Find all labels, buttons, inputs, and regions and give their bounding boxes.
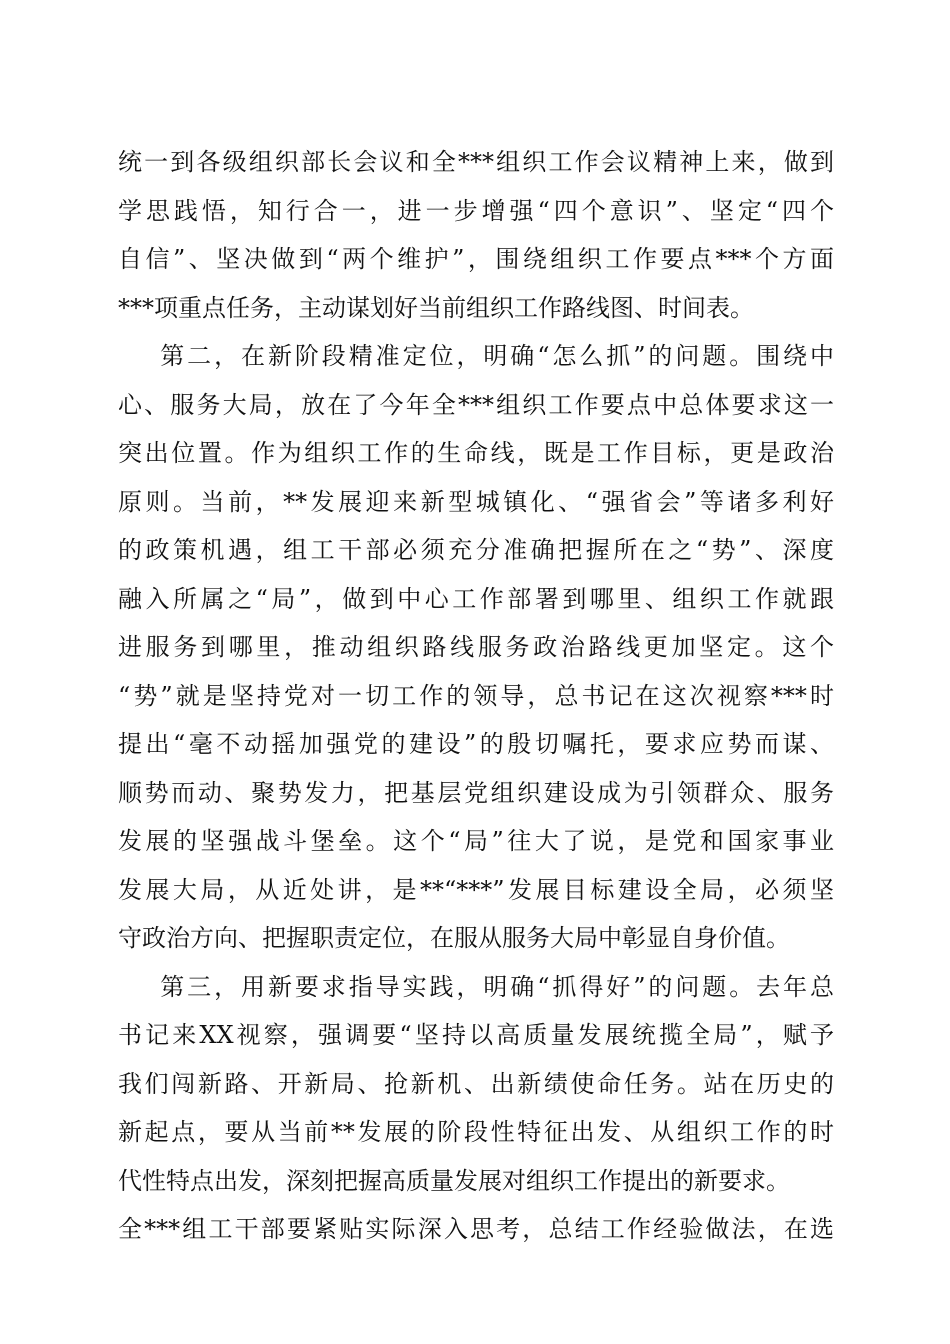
text-line-19: 书记来XX视察，强调要“坚持以高质量发展统揽全局”，赋予	[118, 1021, 834, 1049]
text-line-7: 突出位置。作为组织工作的生命线，既是工作目标，更是政治	[118, 439, 834, 467]
text-line-6: 心、服务大局，放在了今年全***组织工作要点中总体要求这一	[118, 390, 834, 419]
text-line-8: 原则。当前，**发展迎来新型城镇化、“强省会”等诸多利好	[118, 487, 834, 516]
text-line-22: 代性特点出发，深刻把握高质量发展对组织工作提出的新要求。	[118, 1166, 790, 1195]
text-line-20: 我们闯新路、开新局、抢新机、出新绩使命任务。站在历史的	[118, 1069, 834, 1098]
text-line-3: 自信”、坚决做到“两个维护”，围绕组织工作要点***个方面	[118, 245, 834, 273]
text-line-4: ***项重点任务，主动谋划好当前组织工作路线图、时间表。	[118, 293, 754, 322]
text-line-5: 第二，在新阶段精准定位，明确“怎么抓”的问题。围绕中	[118, 342, 834, 370]
text-line-23: 全***组工干部要紧贴实际深入思考，总结工作经验做法，在选	[118, 1215, 834, 1243]
text-line-21: 新起点，要从当前**发展的阶段性特征出发、从组织工作的时	[118, 1118, 834, 1146]
text-line-14: 顺势而动、聚势发力，把基层党组织建设成为引领群众、服务	[118, 778, 834, 807]
text-line-11: 进服务到哪里，推动组织路线服务政治路线更加坚定。这个	[118, 633, 834, 661]
text-line-12: “势”就是坚持党对一切工作的领导，总书记在这次视察***时	[118, 681, 834, 710]
text-line-10: 融入所属之“局”，做到中心工作部署到哪里、组织工作就跟	[118, 584, 834, 613]
text-line-18: 第三，用新要求指导实践，明确“抓得好”的问题。去年总	[118, 972, 834, 1001]
text-line-16: 发展大局，从近处讲，是**“***”发展目标建设全局，必须坚	[118, 875, 834, 904]
text-line-17: 守政治方向、把握职责定位，在服从服务大局中彰显自身价值。	[118, 924, 790, 952]
body-text	[118, 138, 834, 1254]
text-line-1: 统一到各级组织部长会议和全***组织工作会议精神上来，做到	[118, 148, 834, 176]
text-line-13: 提出“毫不动摇加强党的建设”的殷切嘱托，要求应势而谋、	[118, 730, 834, 758]
text-line-9: 的政策机遇，组工干部必须充分准确把握所在之“势”、深度	[118, 536, 834, 564]
text-line-15: 发展的坚强战斗堡垒。这个“局”往大了说，是党和国家事业	[118, 827, 834, 855]
text-line-2: 学思践悟，知行合一，进一步增强“四个意识”、坚定“四个	[118, 196, 834, 225]
